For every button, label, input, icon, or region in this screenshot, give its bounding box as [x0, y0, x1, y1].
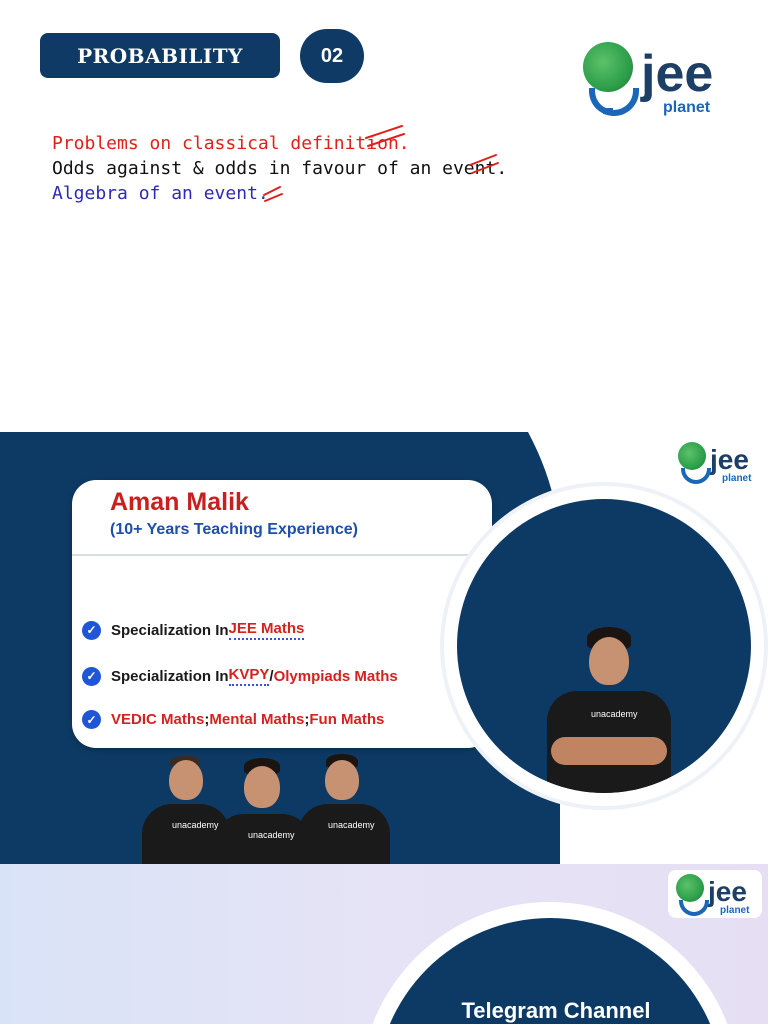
spec-highlight: Fun Maths: [309, 711, 385, 728]
globe-icon: [583, 42, 633, 92]
spec-label: Specialization In: [111, 667, 229, 685]
card-header: [72, 480, 492, 556]
slide-probability: [0, 0, 768, 432]
teacher-experience: (10+ Years Teaching Experience): [110, 521, 358, 538]
check-icon: ✓: [82, 667, 101, 686]
teacher-name: Aman Malik: [110, 488, 249, 516]
spec-separator: ;: [304, 711, 310, 728]
teacher-card: [72, 480, 492, 748]
tick-mark-icon: [364, 124, 406, 148]
note-line: Algebra of an event.: [52, 183, 269, 204]
shirt-brand: unacademy: [591, 709, 638, 719]
spec-highlight: JEE Maths: [229, 620, 305, 640]
telegram-heading: Telegram Channel: [461, 998, 651, 1023]
logo-brand-text: jee: [641, 45, 714, 103]
spec-highlight: Olympiads Maths: [273, 667, 398, 685]
shirt-brand: unacademy: [248, 830, 295, 840]
logo-sub-text: planet: [722, 473, 752, 484]
spec-highlight: KVPY: [229, 666, 270, 686]
topic-title: PROBABILITY: [40, 33, 280, 78]
jee-planet-logo: [676, 874, 749, 916]
globe-icon: [676, 874, 704, 902]
check-icon: ✓: [82, 621, 101, 640]
note-line: Problems on classical definition.: [52, 133, 410, 154]
spec-separator: /: [269, 667, 274, 685]
spec-separator: ;: [204, 711, 210, 728]
logo-brand-text: jee: [710, 444, 749, 475]
teacher-photo: [457, 499, 751, 793]
spec-label: Specialization In: [111, 621, 229, 639]
tick-mark-icon: [468, 153, 500, 177]
logo-sub-text: planet: [663, 99, 711, 116]
slide-teacher-intro: [0, 432, 768, 864]
specialization-item: [82, 620, 304, 640]
jee-planet-logo: [583, 42, 713, 116]
lecture-number: 02: [300, 29, 364, 83]
tick-mark-icon: [262, 185, 284, 205]
logo-brand-text: jee: [708, 876, 747, 907]
slide-telegram: [0, 864, 768, 1024]
specialization-item: [82, 666, 398, 686]
globe-icon: [678, 442, 706, 470]
note-line: Odds against & odds in favour of an event.: [52, 158, 508, 179]
specialization-item: [82, 710, 384, 729]
spec-highlight: VEDIC Maths: [111, 711, 205, 728]
spec-highlight: Mental Maths: [209, 711, 305, 728]
shirt-brand: unacademy: [328, 820, 375, 830]
shirt-brand: unacademy: [172, 820, 219, 830]
check-icon: ✓: [82, 710, 101, 729]
logo-sub-text: planet: [720, 905, 750, 916]
jee-planet-logo: [678, 442, 751, 484]
